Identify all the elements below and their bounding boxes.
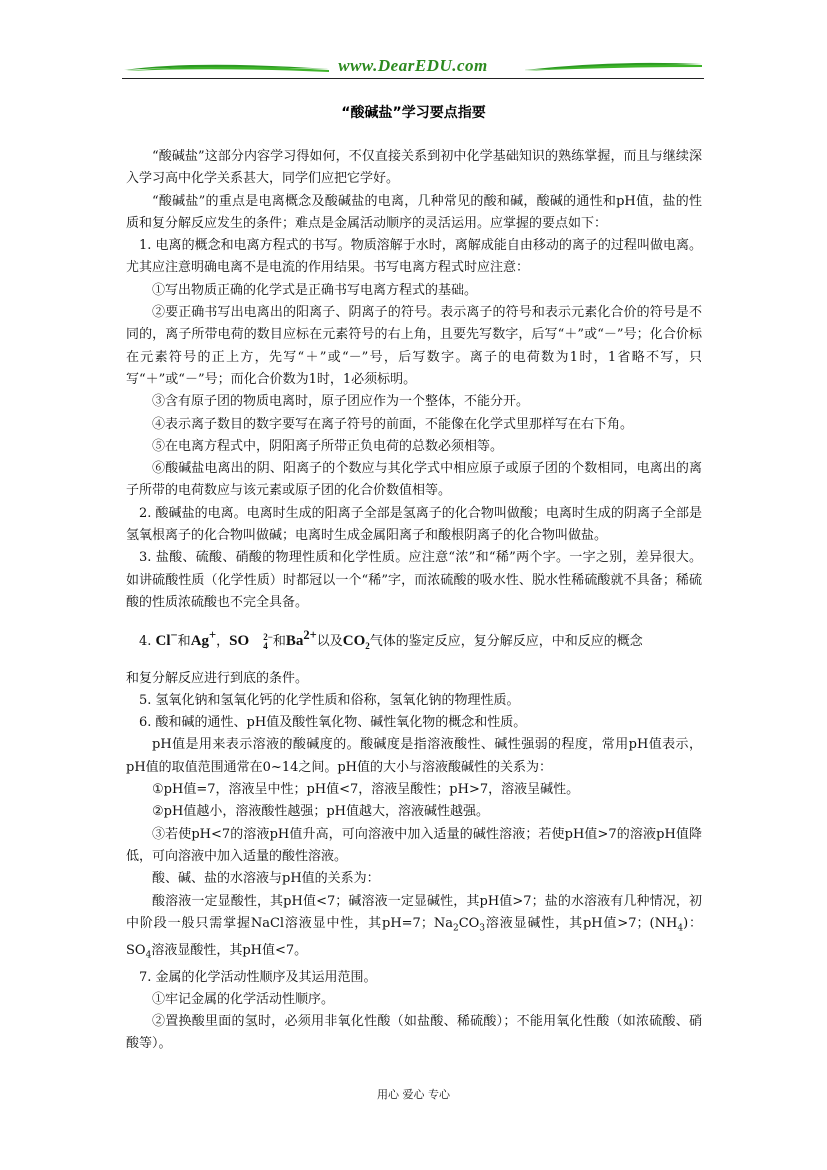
key-points-paragraph: “酸碱盐”的重点是电离概念及酸碱盐的电离，几种常见的酸和碱，酸碱的通性和pH值，盐的性质和复分解反应发生的条件；难点是金属活动顺序的灵活运用。应掌握的要点如下： (126, 193, 702, 231)
point-7-item-1: ①牢记金属的化学活动性顺序。 (152, 991, 335, 1007)
intro-paragraph: “酸碱盐”这部分内容学习得如何，不仅直接关系到初中化学基础知识的熟练掌握，而且与继续深入学习高中化学关系甚大，同学们应把它学好。 (126, 149, 702, 187)
point-4-number: 4. (139, 634, 152, 650)
point-4-continuation: 和复分解反应进行到底的条件。 (126, 670, 309, 686)
barium-ion-formula: $Ba^{2+}$ (285, 628, 317, 650)
ph-relation-detail: 酸溶液一定显酸性，其pH值<7；碱溶液一定显碱性，其pH值>7；盐的水溶液有几种情况，初中阶段一般只需掌握NaCl溶液显中性，其pH=7；$Na_2CO_3$溶液显碱性，其pH值>7；$(NH_4)$：$SO_4$溶液显酸性，其pH值<7。 (126, 893, 703, 961)
page-footer: 用心 爱心 专心 (377, 1088, 450, 1101)
point-1: 1. 电离的概念和电离方程式的书写。物质溶解于水时，离解成能自由移动的离子的过程叫做电离。尤其应注意明确电离不是电流的作用结果。书写电离方程式时应注意： (126, 238, 702, 276)
carbon-dioxide-formula: $CO_2$ (342, 633, 370, 652)
point-5: 5. 氢氧化钠和氢氧化钙的化学性质和俗称，氢氧化钠的物理性质。 (139, 692, 520, 708)
page-title: “酸碱盐”学习要点指要 (341, 105, 486, 121)
point-1-item-4: ④表示离子数目的数字要写在离子符号的前面，不能像在化学式里那样写在右下角。 (152, 416, 634, 432)
ph-relation-heading: 酸、碱、盐的水溶液与pH值的关系为： (152, 871, 380, 887)
header-rule (122, 78, 704, 79)
article-body (126, 146, 702, 1056)
point-7-item-2: ②置换酸里面的氢时，必须用非氧化性酸（如盐酸、稀硫酸）；不能用氧化性酸（如浓硫酸、硝酸等）。 (126, 1014, 702, 1052)
point-1-item-1: ①写出物质正确的化学式是正确书写电离方程式的基础。 (152, 282, 478, 298)
point-1-item-5: ⑤在电离方程式中，阴阳离子所带正负电荷的总数必须相等。 (152, 438, 504, 454)
silver-ion-formula: Ag+ (190, 628, 217, 650)
sulfate-ion-formula: SO 2− 4 (229, 631, 273, 651)
site-logo-text: www.DearEDU.com (338, 56, 488, 75)
point-3: 3. 盐酸、硫酸、硝酸的物理性质和化学性质。应注意“浓”和“稀”两个字。一字之别，差异很大。如讲硫酸性质（化学性质）时都冠以一个“稀”字，而浓硫酸的吸水性、脱水性稀硫酸就不具备；稀硫酸的性质浓硫酸也不完全具备。 (126, 550, 702, 610)
point-1-item-6: ⑥酸碱盐电离出的阴、阳离子的个数应与其化学式中相应原子或原子团的个数相同，电离出的离子所带的电荷数应与该元素或原子团的化合价数值相等。 (126, 461, 702, 499)
chloride-ion-formula: Cl− (155, 628, 178, 650)
point-1-item-2: ②要正确书写出电离出的阳离子、阴离子的符号。表示离子的符号和表示元素化合价的符号是不同的，离子所带电荷的数目应标在元素符号的右上角，且要先写数字，后写“＋”或“－”号；化合价标在元素符号的正上方，先写“＋”或“－”号，后写数字。离子的电荷数为1时，1省略不写，只写“＋”或“－”号；而化合价数为1时，1必须标明。 (126, 305, 702, 387)
ph-item-1: ①pH值=7，溶液呈中性；pH值<7，溶液呈酸性；pH>7，溶液呈碱性。 (152, 782, 580, 798)
right-swoosh-decoration (522, 58, 704, 78)
point-1-item-3: ③含有原子团的物质电离时，原子团应作为一个整体，不能分开。 (152, 394, 530, 410)
site-header (122, 52, 704, 82)
point-7: 7. 金属的化学活动性顺序及其运用范围。 (139, 969, 377, 985)
ph-item-3: ③若使pH<7的溶液pH值升高，可向溶液中加入适量的碱性溶液；若使pH值>7的溶液pH值降低，可向溶液中加入适量的酸性溶液。 (126, 826, 702, 864)
ph-definition: pH值是用来表示溶液的酸碱度的。酸碱度是指溶液酸性、碱性强弱的程度，常用pH值表示，pH值的取值范围通常在0~14之间。pH值的大小与溶液酸碱性的关系为： (126, 737, 702, 775)
point-4: 4. Cl−和Ag+，SO 2− 4 和$Ba^{2+}$以及$CO_2$气体的鉴定反应，复分解反应，中和反应的概念 (139, 628, 643, 652)
point-2: 2. 酸碱盐的电离。电离时生成的阳离子全部是氢离子的化合物叫做酸；电离时生成的阴离子全部是氢氧根离子的化合物叫做碱；电离时生成金属阳离子和酸根阴离子的化合物叫做盐。 (126, 505, 702, 544)
ph-item-2: ②pH值越小，溶液酸性越强；pH值越大，溶液碱性越强。 (152, 804, 489, 820)
point-6: 6. 酸和碱的通性、pH值及酸性氧化物、碱性氧化物的概念和性质。 (139, 715, 527, 731)
